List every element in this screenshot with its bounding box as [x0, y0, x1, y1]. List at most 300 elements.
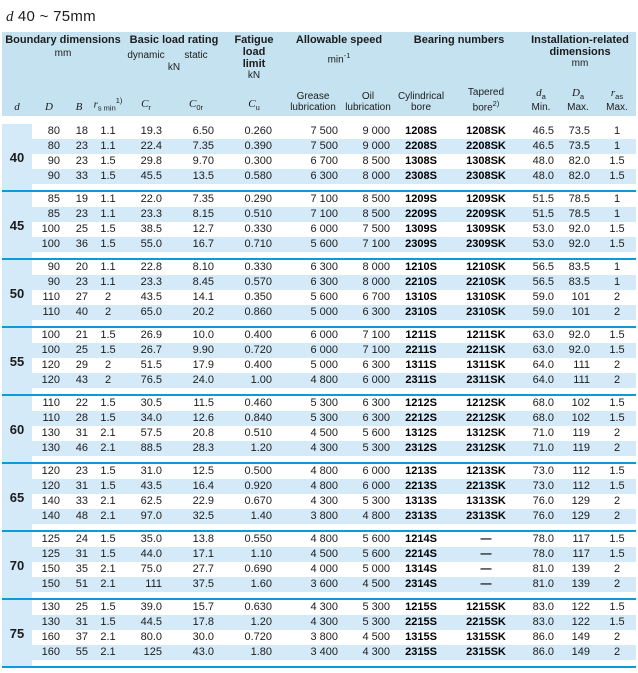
cell: 90: [47, 155, 60, 167]
cell: 2: [104, 359, 112, 371]
cell: 149: [571, 646, 590, 658]
bearing-group-d55: [2, 328, 636, 394]
cell: 100: [41, 238, 60, 250]
cell: 39.0: [140, 601, 162, 613]
table-row: [32, 441, 636, 456]
cell: 1209SK: [466, 193, 506, 205]
cell: 4 800: [310, 480, 338, 492]
cell: 5 000: [310, 359, 338, 371]
cell: 2209SK: [466, 208, 506, 220]
table-row: [32, 396, 636, 411]
cell: 5 300: [310, 412, 338, 424]
cell: 78.5: [568, 208, 590, 220]
cell: 6 300: [362, 397, 390, 409]
cell: 7 100: [362, 329, 390, 341]
cell: 7 500: [362, 223, 390, 235]
cell: 64.0: [532, 374, 554, 386]
cell: 1310S: [405, 291, 437, 303]
cell: 0.690: [244, 563, 272, 575]
cell: 112: [572, 465, 590, 477]
cell: 1309SK: [466, 223, 506, 235]
cell: 26.9: [140, 329, 162, 341]
cell: 0.510: [244, 427, 272, 439]
cell: 6 000: [310, 223, 338, 235]
cell: 5 600: [362, 533, 390, 545]
fatigue-title-2: load: [242, 46, 266, 58]
cell: 23.3: [140, 208, 162, 220]
cell: 68.0: [532, 397, 554, 409]
cell: 48.0: [532, 170, 554, 182]
cell: 17.1: [192, 548, 214, 560]
cell: 2312SK: [466, 442, 506, 454]
cell: 8 500: [362, 155, 390, 167]
bearing-table: [2, 32, 636, 668]
cell: 119: [572, 442, 590, 454]
cell: 2215SK: [466, 616, 506, 628]
table-row: [32, 260, 636, 275]
cell: 27.7: [192, 563, 214, 575]
cell: 88.5: [140, 442, 162, 454]
cell: 21: [75, 329, 88, 341]
speed-unit: $\min^{-1}$: [327, 51, 351, 66]
cell: 46.5: [532, 140, 554, 152]
cell: 130: [41, 442, 60, 454]
cell: 1.40: [250, 510, 272, 522]
cell: 1314S: [405, 563, 437, 575]
cell: 1.1: [100, 193, 116, 205]
header-bearing-numbers: [394, 32, 524, 116]
cell: 1310SK: [466, 291, 506, 303]
col-rs-min: $r_{s min}^{1)}$: [93, 95, 123, 112]
cell: 2311S: [405, 374, 437, 386]
cell: 6 000: [362, 465, 390, 477]
cell: 139: [571, 563, 590, 575]
cell: 31.0: [140, 465, 162, 477]
cell: 1211SK: [466, 329, 506, 341]
cell: 8.45: [192, 276, 214, 288]
cell: 35.0: [140, 533, 162, 545]
cell: 19.3: [140, 125, 162, 137]
cell: 111: [573, 359, 590, 371]
bearing-group-d50: [2, 260, 636, 326]
cell: 8.15: [192, 208, 214, 220]
cell: 2312S: [405, 442, 437, 454]
cell: 5 300: [362, 442, 390, 454]
cell: 73.0: [532, 480, 554, 492]
cell: 0.390: [244, 140, 272, 152]
cell: 1.10: [250, 548, 272, 560]
group-d-label: 50: [2, 260, 32, 326]
cell: 63.0: [532, 329, 554, 341]
cell: 120: [41, 480, 60, 492]
cell: 1.5: [100, 480, 116, 492]
cell: 90: [47, 276, 60, 288]
cell: 46.5: [532, 125, 554, 137]
cell: 150: [41, 563, 60, 575]
table-row: [32, 479, 636, 494]
cell: 92.0: [568, 223, 590, 235]
cell: 16.4: [192, 480, 214, 492]
cell: 2313S: [405, 510, 437, 522]
col-D: D: [45, 101, 53, 113]
cell: 2310S: [405, 306, 437, 318]
cell: 2: [613, 563, 621, 575]
cell: 2.1: [100, 563, 116, 575]
cell: 68.0: [532, 412, 554, 424]
cell: 120: [41, 374, 60, 386]
cell: 12.5: [192, 465, 214, 477]
cell: 5 300: [362, 495, 390, 507]
cell: 0.670: [244, 495, 272, 507]
header-installation-dimensions: [524, 32, 636, 116]
cell: 2212S: [405, 412, 437, 424]
cell: 120: [41, 465, 60, 477]
cell: 0.920: [244, 480, 272, 492]
cell: 1.1: [100, 140, 116, 152]
cell: 1.5: [609, 238, 625, 250]
cell: 73.5: [568, 140, 590, 152]
cell: 4 500: [310, 427, 338, 439]
cell: 8 000: [362, 261, 390, 273]
table-row: [32, 154, 636, 169]
cell: —: [480, 548, 492, 560]
cell: 1.5: [100, 223, 116, 235]
cell: 55: [75, 646, 88, 658]
cell: 48: [75, 510, 88, 522]
cell: 1.5: [100, 238, 116, 250]
cell: 1313S: [405, 495, 437, 507]
cell: 22.4: [140, 140, 162, 152]
cell: 100: [41, 223, 60, 235]
cell: 2212SK: [466, 412, 506, 424]
table-row: [32, 192, 636, 207]
cell: 59.0: [532, 306, 554, 318]
cell: 1.80: [250, 646, 272, 658]
cell: 122: [571, 616, 590, 628]
table-row: [32, 509, 636, 524]
cell: 2: [613, 427, 621, 439]
cell: 1.5: [100, 465, 116, 477]
cell: 2211S: [405, 344, 437, 356]
cell: 1: [613, 208, 621, 220]
cell: 2315S: [405, 646, 437, 658]
cell: 23: [75, 140, 88, 152]
cell: 80: [47, 140, 60, 152]
cell: 28.3: [192, 442, 214, 454]
cell: 25: [75, 601, 88, 613]
cell: 0.400: [244, 359, 272, 371]
installation-title-2: dimensions: [549, 46, 611, 58]
cell: 140: [41, 510, 60, 522]
cell: 1215SK: [466, 601, 506, 613]
table-row: [32, 343, 636, 358]
cell: 3 600: [310, 578, 338, 590]
cell: 35: [75, 563, 88, 575]
bearing-group-d40: [2, 124, 636, 190]
cell: 76.5: [140, 374, 162, 386]
cell: 33: [75, 495, 88, 507]
col-C0r: $C_{0r}$: [188, 98, 203, 112]
cell: 2311SK: [466, 374, 506, 386]
cell: 150: [41, 578, 60, 590]
cell: 2.1: [100, 510, 116, 522]
cell: 5 600: [310, 238, 338, 250]
cell: 80: [47, 125, 60, 137]
group-separator: [2, 666, 636, 668]
cell: —: [480, 533, 492, 545]
cell: 25: [75, 223, 88, 235]
cell: 0.260: [244, 125, 272, 137]
cell: 2: [613, 631, 621, 643]
cell: 90: [47, 261, 60, 273]
cell: 1.00: [250, 374, 272, 386]
cell: 0.860: [244, 306, 272, 318]
cell: 85: [47, 208, 60, 220]
cell: 1312SK: [466, 427, 506, 439]
cell: 81.0: [532, 578, 554, 590]
cell: 1313SK: [466, 495, 506, 507]
cell: 5 600: [310, 291, 338, 303]
cell: 97.0: [140, 510, 162, 522]
cell: 34.0: [140, 412, 162, 424]
cell: 5 300: [310, 397, 338, 409]
table-row: [32, 494, 636, 509]
cell: 6 300: [310, 276, 338, 288]
cell: 125: [143, 646, 162, 658]
cell: 51.5: [532, 193, 554, 205]
cell: 1311SK: [466, 359, 506, 371]
cell: 43.0: [192, 646, 214, 658]
table-row: [32, 237, 636, 252]
table-row: [32, 547, 636, 562]
cell: 56.5: [532, 276, 554, 288]
table-row: [32, 645, 636, 660]
cell: 2310SK: [466, 306, 506, 318]
cell: 78.0: [532, 548, 554, 560]
cell: 2: [613, 578, 621, 590]
cell: 11.5: [193, 397, 214, 409]
group-d-label: 60: [2, 396, 32, 462]
cell: 1311S: [405, 359, 437, 371]
cell: 6 300: [362, 412, 390, 424]
cell: 0.400: [244, 329, 272, 341]
col-static: static: [184, 50, 208, 61]
cell: 78.5: [568, 193, 590, 205]
cell: 2308SK: [466, 170, 506, 182]
fatigue-unit: kN: [247, 70, 261, 81]
cell: 9 000: [362, 125, 390, 137]
cell: 110: [42, 397, 60, 409]
cell: 130: [41, 616, 60, 628]
cell: 2308S: [405, 170, 437, 182]
cell: 4 300: [362, 646, 390, 658]
table-row: [32, 207, 636, 222]
cell: 4 500: [310, 548, 338, 560]
cell: 1213S: [405, 465, 437, 477]
cell: 44.5: [140, 616, 162, 628]
cell: 51.5: [140, 359, 162, 371]
cell: 0.510: [244, 208, 272, 220]
cell: 7 100: [310, 208, 338, 220]
cell: 14.1: [192, 291, 214, 303]
cell: 38.5: [140, 223, 162, 235]
cell: 1.5: [100, 397, 116, 409]
cell: 43.5: [140, 291, 162, 303]
cell: 7 100: [362, 238, 390, 250]
cell: 6 300: [310, 170, 338, 182]
cell: 2314S: [405, 578, 437, 590]
cell: 120: [41, 359, 60, 371]
cell: 3 400: [310, 646, 338, 658]
cell: 1.5: [609, 155, 625, 167]
cell: 53.0: [532, 238, 554, 250]
group-d-label: 40: [2, 124, 32, 190]
cell: 2: [104, 291, 112, 303]
cell: 32.5: [192, 510, 214, 522]
group-d-label: 55: [2, 328, 32, 394]
cell: 1.5: [100, 616, 116, 628]
page-title: [0, 0, 638, 32]
cell: 1214S: [405, 533, 437, 545]
cell: 59.0: [532, 291, 554, 303]
group-d-label: 45: [2, 192, 32, 258]
cell: 71.0: [532, 442, 554, 454]
cell: 160: [41, 646, 60, 658]
header-basic-load-rating: [124, 32, 224, 116]
cell: 110: [42, 291, 60, 303]
cell: 5 600: [362, 427, 390, 439]
cell: 1: [613, 125, 621, 137]
group-d-label: 75: [2, 600, 32, 666]
installation-title-1: Installation-related: [531, 34, 629, 46]
cell: 4 300: [310, 495, 338, 507]
cell: 65.0: [140, 306, 162, 318]
col-grease-lubrication: Grease lubrication: [290, 91, 336, 113]
cell: 129: [571, 495, 590, 507]
cell: 17.8: [192, 616, 214, 628]
cell: 33: [75, 170, 88, 182]
cell: 1.5: [609, 397, 625, 409]
table-row: [32, 373, 636, 388]
cell: 5 600: [362, 548, 390, 560]
cell: 1210SK: [466, 261, 506, 273]
cell: 20: [75, 261, 88, 273]
cell: 1.5: [609, 480, 625, 492]
cell: 19: [75, 193, 88, 205]
table-row: [32, 139, 636, 154]
cell: 51: [75, 578, 88, 590]
cell: 26.7: [140, 344, 162, 356]
header-boundary-dimensions: [2, 32, 124, 116]
cell: 43: [75, 374, 88, 386]
cell: 0.720: [244, 344, 272, 356]
cell: 2.1: [100, 578, 116, 590]
cell: 4 500: [362, 578, 390, 590]
col-da-min: $d_a$ Min.: [531, 87, 551, 113]
cell: 2.1: [100, 646, 116, 658]
cell: 117: [572, 548, 590, 560]
cell: 3 800: [310, 510, 338, 522]
cell: 2214S: [405, 548, 437, 560]
cell: 2213S: [405, 480, 437, 492]
cell: 15.7: [192, 601, 214, 613]
cell: 1209S: [405, 193, 437, 205]
cell: 1315S: [405, 631, 437, 643]
cell: 1.5: [609, 412, 625, 424]
cell: 73.5: [568, 125, 590, 137]
table-row: [32, 532, 636, 547]
col-oil-lubrication: Oil lubrication: [345, 91, 391, 113]
cell: 83.5: [568, 261, 590, 273]
cell: 1.60: [250, 578, 272, 590]
cell: 117: [572, 533, 590, 545]
cell: 75.0: [140, 563, 162, 575]
cell: 4 300: [310, 616, 338, 628]
cell: 2: [613, 291, 621, 303]
cell: 7 500: [310, 140, 338, 152]
group-d-label: 65: [2, 464, 32, 530]
header-fatigue-load-limit: [224, 32, 284, 116]
cell: 101: [571, 291, 590, 303]
cell: 6 300: [362, 359, 390, 371]
cell: 1213SK: [466, 465, 506, 477]
cell: 1.5: [100, 155, 116, 167]
cell: 63.0: [532, 344, 554, 356]
table-header: [2, 32, 636, 116]
table-row: [32, 426, 636, 441]
cell: 1.5: [609, 170, 625, 182]
cell: 78.0: [532, 533, 554, 545]
cell: 9.70: [192, 155, 214, 167]
cell: 83.0: [532, 601, 554, 613]
cell: 13.8: [192, 533, 214, 545]
cell: 0.330: [244, 261, 272, 273]
cell: 130: [41, 427, 60, 439]
bearing-group-d65: [2, 464, 636, 530]
cell: 1.20: [250, 616, 272, 628]
bearing-group-d75: [2, 600, 636, 666]
cell: 86.0: [532, 631, 554, 643]
cell: 1.5: [100, 170, 116, 182]
cell: 111: [145, 578, 162, 590]
cell: 12.6: [192, 412, 214, 424]
cell: 2: [613, 495, 621, 507]
cell: 27: [75, 291, 88, 303]
cell: 1.5: [609, 223, 625, 235]
cell: 1212SK: [466, 397, 506, 409]
cell: 0.300: [244, 155, 272, 167]
cell: 20.8: [192, 427, 214, 439]
cell: 5 000: [310, 306, 338, 318]
cell: 40: [75, 306, 88, 318]
cell: 85: [47, 193, 60, 205]
cell: 1.20: [250, 442, 272, 454]
cell: 100: [41, 329, 60, 341]
load-rating-unit: kN: [167, 62, 181, 73]
cell: 2: [104, 374, 112, 386]
cell: 4 800: [310, 465, 338, 477]
cell: 4 300: [310, 601, 338, 613]
cell: 2215S: [405, 616, 437, 628]
cell: 22: [75, 397, 88, 409]
cell: 2: [613, 359, 621, 371]
cell: 2208SK: [466, 140, 506, 152]
cell: 125: [41, 548, 60, 560]
cell: 45.5: [140, 170, 162, 182]
cell: 8 000: [362, 170, 390, 182]
cell: 8 500: [362, 193, 390, 205]
cell: 1.1: [100, 261, 116, 273]
